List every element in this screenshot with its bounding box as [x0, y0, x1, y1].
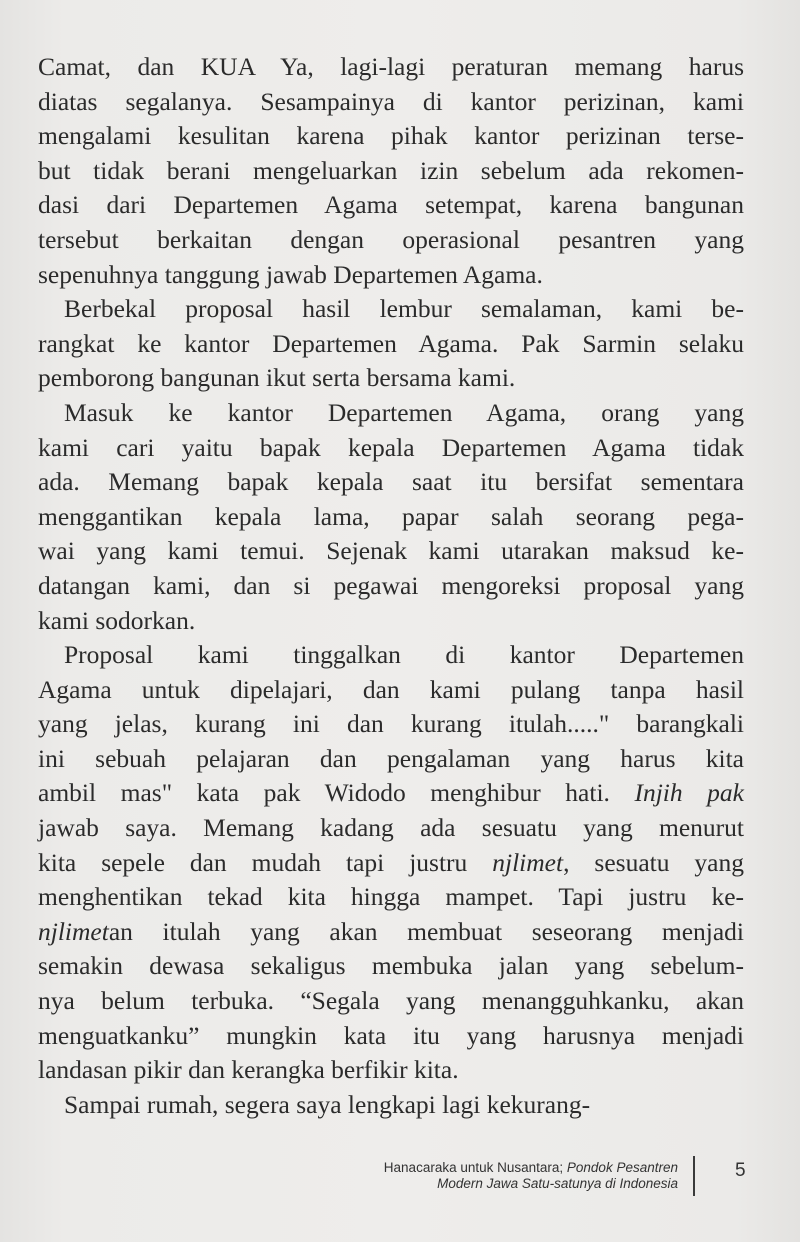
text-line: semakin dewasa sekaligus membuka jalan yang sebelum- — [38, 951, 744, 981]
footer-divider — [693, 1156, 695, 1196]
text-line: Agama untuk dipelajari, dan kami pulang tanpa hasil — [38, 674, 744, 704]
text-line: datangan kami, dan si pegawai mengoreksi proposal yang — [38, 570, 744, 600]
text-line: ada. Memang bapak kepala saat itu bersifat sementara — [38, 467, 744, 497]
text-line: menguatkanku” mungkin kata itu yang harusnya menjadi — [38, 1020, 744, 1050]
text-line: sepenuhnya tanggung jawab Departemen Agama. — [38, 259, 543, 289]
footer-title: Hanacaraka untuk Nusantara; — [383, 1160, 567, 1175]
text-line: njlimetan itulah yang akan membuat seseorang menjadi — [38, 916, 744, 946]
text-line: nya belum terbuka. “Segala yang menangguhkanku, akan — [38, 986, 744, 1016]
paragraph — [38, 50, 744, 292]
text-line: Proposal kami tinggalkan di kantor Departemen — [64, 640, 744, 670]
paragraph — [38, 292, 744, 396]
text-line: kita sepele dan mudah tapi justru njlimet, sesuatu yang — [38, 847, 745, 877]
footer-title-line — [384, 1160, 678, 1176]
running-footer — [384, 1160, 678, 1192]
text-line: mengalami kesulitan karena pihak kantor perizinan terse- — [38, 121, 744, 151]
page-number: 5 — [735, 1160, 746, 1181]
text-line: ambil mas" kata pak Widodo menghibur hati. Injih pak — [38, 778, 744, 808]
text-line: yang jelas, kurang ini dan kurang itulah....." barangkali — [38, 709, 744, 739]
footer-title-italic: Pondok Pesantren — [566, 1160, 678, 1175]
text-line: kami cari yaitu bapak kepala Departemen Agama tidak — [38, 432, 744, 462]
paragraph — [38, 396, 744, 638]
text-line: menghentikan tekad kita hingga mampet. Tapi justru ke- — [38, 882, 744, 912]
paragraph — [38, 638, 744, 1088]
text-line: ini sebuah pelajaran dan pengalaman yang harus kita — [38, 743, 744, 773]
paragraph — [38, 1088, 744, 1123]
body-text — [38, 50, 744, 1122]
text-line: tersebut berkaitan dengan operasional pesantren yang — [38, 224, 744, 254]
text-line: wai yang kami temui. Sejenak kami utarakan maksud ke- — [38, 536, 744, 566]
text-line: diatas segalanya. Sesampainya di kantor perizinan, kami — [38, 86, 744, 116]
text-line: pemborong bangunan ikut serta bersama kami. — [38, 363, 516, 393]
text-line: Masuk ke kantor Departemen Agama, orang yang — [64, 397, 744, 427]
text-line: rangkat ke kantor Departemen Agama. Pak Sarmin selaku — [38, 328, 744, 358]
text-line: kami sodorkan. — [38, 605, 196, 635]
text-line: Camat, dan KUA Ya, lagi-lagi peraturan memang harus — [38, 52, 744, 81]
text-line: dasi dari Departemen Agama setempat, karena bangunan — [38, 190, 744, 220]
text-line: but tidak berani mengeluarkan izin sebelum ada rekomen- — [38, 155, 744, 185]
text-line: menggantikan kepala lama, papar salah seorang pega- — [38, 501, 744, 531]
footer-subtitle: Modern Jawa Satu-satunya di Indonesia — [437, 1176, 678, 1191]
text-line: Berbekal proposal hasil lembur semalaman, kami be- — [64, 294, 744, 324]
text-line: landasan pikir dan kerangka berfikir kita. — [38, 1055, 459, 1085]
text-line: jawab saya. Memang kadang ada sesuatu yang menurut — [38, 813, 744, 843]
text-line: Sampai rumah, segera saya lengkapi lagi kekurang- — [64, 1089, 591, 1119]
